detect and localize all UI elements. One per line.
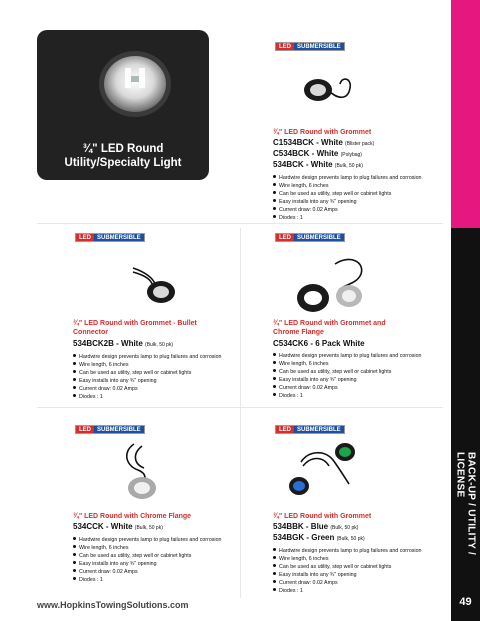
footer-website-link[interactable]: www.HopkinsTowingSolutions.com [37,600,189,610]
hero-box [37,30,209,180]
feature-item: Can be used as utility, step well or cabinet lights [273,368,408,376]
feature-item: Current draw: 0.02 Amps [73,568,268,576]
led-label: LED [76,426,94,433]
hero-title-line2: Utility/Specialty Light [64,157,182,169]
feature-item: Diodes : 1 [273,214,468,222]
feature-item: Diodes : 1 [73,393,228,401]
feature-item: Wire length, 6 inches [273,360,408,368]
part-number-line: C1534BCK - White (Blister pack) [273,137,375,147]
product-heading: ¾" LED Round with Chrome Flange [73,513,192,520]
feature-item: Wire length, 6 inches [73,361,228,369]
feature-item: Current draw: 0.02 Amps [273,384,408,392]
submersible-label: SUBMERSIBLE [294,426,344,433]
feature-item: Hardwire design prevents lamp to plug failures and corrosion [273,174,468,182]
part-number-line: 534BCK2B - White (Bulk, 50 pk) [73,339,174,348]
feature-item: Can be used as utility, step well or cabinet lights [73,369,228,377]
led-submersible-badge [75,233,145,242]
product-heading: ¾" LED Round with Grommet and Chrome Flange [273,320,386,336]
feature-list [273,352,422,400]
submersible-label: SUBMERSIBLE [94,234,144,241]
product-heading: ¾" LED Round with Grommet [273,129,372,136]
feature-item: Current draw: 0.02 Amps [273,579,468,587]
led-label: LED [76,234,94,241]
feature-item: Diodes : 1 [273,587,468,595]
feature-item: Wire length, 6 inches [73,544,268,552]
product-block [273,513,468,595]
part-number-line: 534BCK - White (Bulk, 50 pk) [273,159,363,169]
hero-title [37,142,209,170]
feature-list [73,536,268,584]
feature-item: Easy installs into any ¾" opening [73,560,268,568]
feature-item: Diodes : 1 [273,392,408,400]
feature-item: Easy installs into any ¾" opening [73,377,228,385]
part-number-line: C534BCK - White (Polybag) [273,148,362,158]
grommet-light-image [298,70,358,110]
feature-item: Diodes : 1 [73,576,268,584]
feature-item: Hardwire design prevents lamp to plug failures and corrosion [73,536,268,544]
part-number-line: 534BBK - Blue (Bulk, 50 pk) [273,521,359,531]
feature-item: Current draw: 0.02 Amps [73,385,228,393]
feature-item: Hardwire design prevents lamp to plug failures and corrosion [73,353,228,361]
feature-item: Wire length, 6 inches [273,555,468,563]
led-submersible-badge [275,42,345,51]
part-number-line: 534BGK - Green (Bulk, 50 pk) [273,532,365,542]
feature-item: Can be used as utility, step well or cabinet lights [273,563,468,571]
submersible-label: SUBMERSIBLE [94,426,144,433]
chrome-flange-grommet-image [295,254,375,320]
feature-list [273,547,468,595]
divider [37,223,443,224]
feature-item: Current draw: 0.02 Amps [273,206,468,214]
submersible-label: SUBMERSIBLE [294,234,344,241]
feature-item: Hardwire design prevents lamp to plug failures and corrosion [273,547,468,555]
feature-item: Easy installs into any ¾" opening [273,198,468,206]
led-submersible-badge [275,233,345,242]
led-submersible-badge [275,425,345,434]
product-heading: ¾" LED Round with Grommet - Bullet Connector [73,320,197,336]
feature-item: Can be used as utility, step well or cabinet lights [273,190,468,198]
product-block [273,320,422,400]
feature-list [273,174,468,222]
chrome-flange-light-image [112,440,172,502]
feature-item: Easy installs into any ¾" opening [273,571,468,579]
feature-list [73,353,228,401]
hero-title-line1: ¾" LED Round [82,143,164,155]
led-light-image [95,46,175,120]
part-number-line: C534CK6 - 6 Pack White [273,339,365,348]
product-block [273,129,468,222]
product-block [73,320,228,401]
led-label: LED [276,426,294,433]
part-number-line: 534CCK - White (Bulk, 50 pk) [73,521,163,531]
led-label: LED [276,234,294,241]
led-submersible-badge [75,425,145,434]
product-heading: ¾" LED Round with Grommet [273,513,372,520]
section-title: BACK-UP / UTILITY / LICENSE [454,452,477,556]
feature-item: Wire length, 6 inches [273,182,468,190]
blue-green-lights-image [285,436,365,500]
feature-item: Hardwire design prevents lamp to plug failures and corrosion [273,352,408,360]
feature-item: Can be used as utility, step well or cabinet lights [73,552,268,560]
page-number: 49 [459,596,472,608]
bullet-connector-light-image [125,258,185,310]
feature-item: Easy installs into any ¾" opening [273,376,408,384]
led-label: LED [276,43,294,50]
submersible-label: SUBMERSIBLE [294,43,344,50]
product-block [73,513,268,584]
